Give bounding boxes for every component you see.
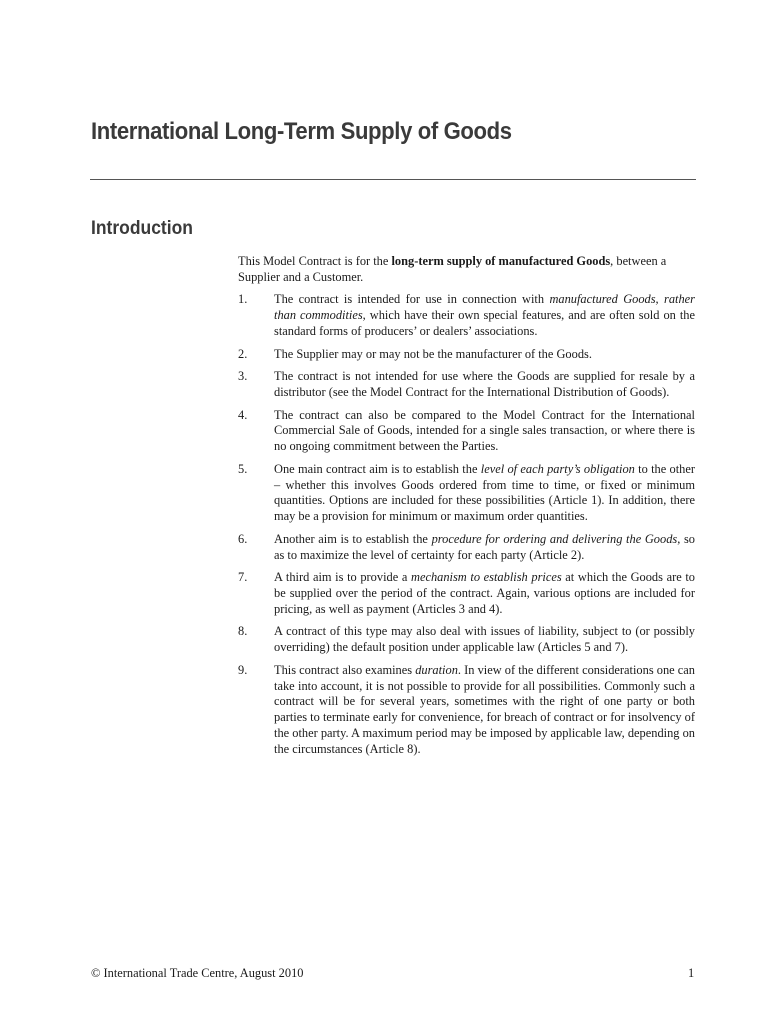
list-item bbox=[238, 292, 695, 339]
emphasis-text: manufactured Goods, rather than commodities bbox=[274, 292, 695, 323]
list-item bbox=[238, 408, 695, 455]
list-item-text bbox=[274, 624, 695, 656]
list-item-text bbox=[274, 663, 695, 758]
list-item-segment: . In view of the different considerations one can take into account, it is not possible to provide for all possibilities. Commonly such a contract will be for several years, sometimes with the right of one party or both parties to terminate early for convenience, for breach of contract or for insolvency of the other party. A maximum period may be imposed by applicable law, depending on the circumstances (Article 8). bbox=[274, 662, 695, 756]
intro-text-bold: long-term supply of manufactured Goods bbox=[391, 254, 611, 268]
footer-page-number: 1 bbox=[688, 966, 695, 980]
emphasis-text: procedure for ordering and delivering the Goods bbox=[431, 531, 678, 546]
list-item-number: 4. bbox=[238, 407, 248, 422]
list-item bbox=[238, 624, 695, 656]
list-item-text bbox=[274, 292, 695, 339]
emphasis-text: duration bbox=[415, 662, 458, 677]
list-item-number: 3. bbox=[238, 369, 248, 384]
intro-text-after: , between a Supplier and a Customer. bbox=[238, 254, 667, 284]
list-item-segment: to the other – whether this involves Goods ordered from time to time, or fixed or minimum quantities. Options are included for these possibilities (Article 1). In addition, there may be a provision for minimum or maximum order quantities. bbox=[274, 461, 695, 524]
list-item-number: 2. bbox=[238, 346, 248, 361]
document-title: International Long-Term Supply of Goods bbox=[91, 118, 512, 145]
list-item-segment: Another aim is to establish the bbox=[274, 531, 432, 546]
list-item bbox=[238, 347, 695, 363]
emphasis-text: level of each party’s obligation bbox=[480, 461, 635, 476]
intro-paragraph bbox=[238, 254, 695, 286]
list-item-text bbox=[274, 369, 695, 401]
list-item bbox=[238, 663, 695, 758]
list-item-text bbox=[274, 570, 695, 617]
section-heading: Introduction bbox=[91, 218, 193, 239]
body-content bbox=[238, 254, 695, 764]
list-item-number: 8. bbox=[238, 624, 248, 639]
list-item bbox=[238, 532, 695, 564]
list-item-number: 5. bbox=[238, 461, 248, 476]
list-item-text bbox=[274, 532, 695, 564]
emphasis-text: mechanism to establish prices bbox=[411, 570, 562, 585]
list-item bbox=[238, 570, 695, 617]
list-item-number: 1. bbox=[238, 292, 248, 307]
list-item-text bbox=[274, 347, 695, 363]
list-item-segment: The contract is not intended for use where the Goods are supplied for resale by a distributor (see the Model Contract for the International Distribution of Goods). bbox=[274, 369, 695, 399]
list-item-text bbox=[274, 408, 695, 455]
list-item-segment: , which have their own special features, and are often sold on the standard forms of producers’ or dealers’ associations. bbox=[274, 308, 695, 338]
list-item-number: 7. bbox=[238, 570, 248, 585]
list-item-segment: A third aim is to provide a bbox=[274, 570, 411, 585]
list-item-segment: This contract also examines bbox=[274, 662, 416, 677]
intro-text-before: This Model Contract is for the bbox=[238, 254, 392, 268]
footer-copyright: © International Trade Centre, August 2010 bbox=[91, 966, 304, 980]
list-item-number: 6. bbox=[238, 531, 248, 546]
list-item-segment: The contract can also be compared to the Model Contract for the International Commercial Sale of Goods, intended for a single sales transaction, or where there is no ongoing commitment between the Parties. bbox=[274, 407, 695, 454]
list-item bbox=[238, 369, 695, 401]
list-item-segment: The contract is intended for use in connection with bbox=[274, 292, 550, 307]
numbered-list bbox=[238, 292, 695, 757]
list-item bbox=[238, 462, 695, 525]
list-item-segment: The Supplier may or may not be the manufacturer of the Goods. bbox=[274, 346, 592, 361]
list-item-number: 9. bbox=[238, 662, 248, 677]
list-item-segment: at which the Goods are to be supplied over the period of the contract. Again, various options are included for pricing, as well as payment (Articles 3 and 4). bbox=[274, 570, 695, 616]
list-item-segment: , so as to maximize the level of certainty for each party (Article 2). bbox=[274, 531, 695, 562]
list-item-text bbox=[274, 462, 695, 525]
list-item-segment: One main contract aim is to establish the bbox=[274, 461, 481, 476]
list-item-segment: A contract of this type may also deal with issues of liability, subject to (or possibly overriding) the default position under applicable law (Articles 5 and 7). bbox=[274, 624, 695, 655]
title-divider bbox=[90, 179, 696, 180]
